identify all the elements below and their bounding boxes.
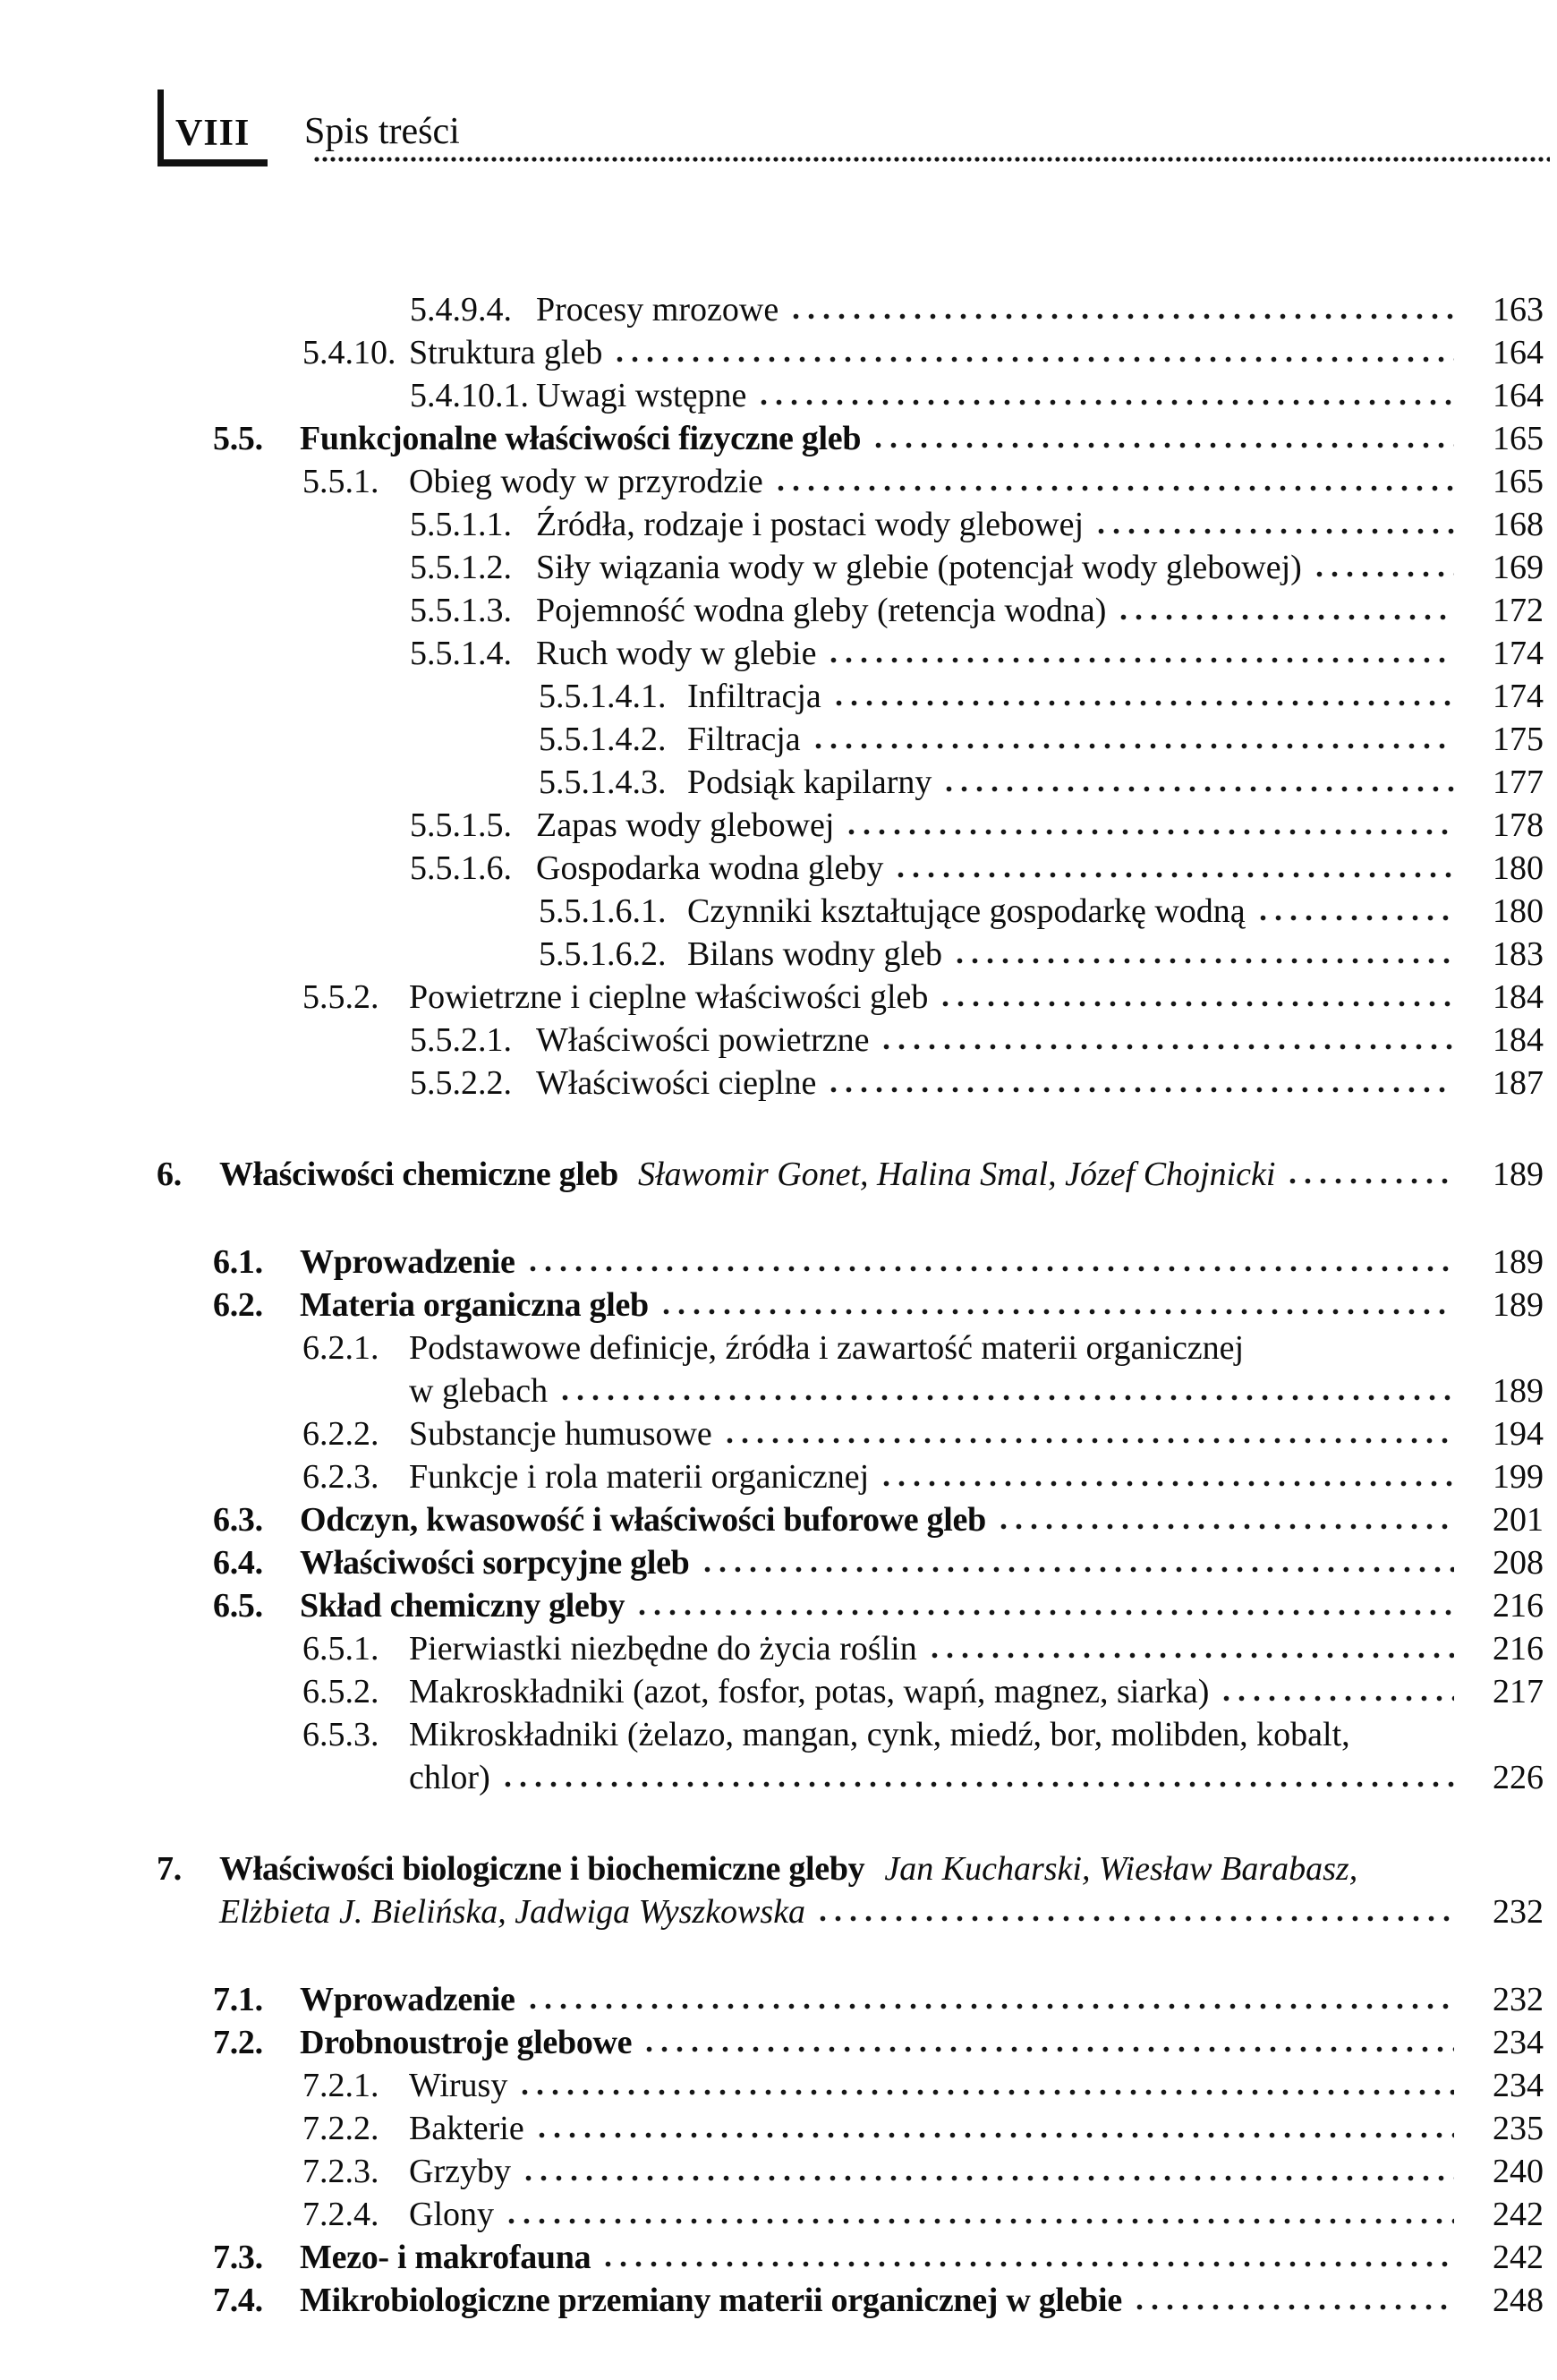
dot-leader (883, 1043, 1454, 1051)
entry-page: 174 (1493, 635, 1544, 672)
dot-leader (1000, 1523, 1454, 1531)
toc-entry (125, 1153, 1544, 1196)
page-title: Spis treści (304, 111, 460, 152)
entry-number: 7.2. (213, 2024, 263, 2061)
entry-title: Odczyn, kwasowość i właściwości buforowe gleb (300, 1501, 986, 1539)
entry-page: 187 (1493, 1064, 1544, 1102)
entry-title: Funkcje i rola materii organicznej (409, 1458, 870, 1496)
entry-page: 172 (1493, 592, 1544, 629)
entry-number: 7.4. (213, 2282, 263, 2319)
toc-entry (125, 2279, 1544, 2322)
entry-title: Drobnoustroje glebowe (300, 2024, 633, 2061)
entry-page: 164 (1493, 377, 1544, 414)
entry-number: 6.2.2. (302, 1415, 379, 1453)
toc-entry (125, 1412, 1544, 1455)
toc-entry (125, 2150, 1544, 2193)
entry-number: 7.2.3. (302, 2153, 379, 2190)
entry-page: 226 (1493, 1759, 1544, 1796)
entry-number: 6.1. (213, 1243, 263, 1281)
dot-leader (875, 441, 1454, 449)
entry-number: 7.2.4. (302, 2196, 379, 2233)
dot-leader (778, 484, 1454, 492)
entry-number: 6.5.2. (302, 1673, 379, 1710)
toc-entry (125, 1062, 1544, 1105)
dot-leader (957, 957, 1454, 965)
entry-title: Bilans wodny gleb (687, 935, 942, 973)
toc-entry (125, 1019, 1544, 1062)
toc-entry (125, 1584, 1544, 1627)
toc-entry (125, 460, 1544, 503)
entry-title: Właściwości sorpcyjne gleb (300, 1544, 690, 1582)
dot-leader (1260, 914, 1454, 922)
toc-entry (125, 2064, 1544, 2107)
entry-page: 242 (1493, 2196, 1544, 2233)
toc-entry (125, 890, 1544, 933)
toc-list (125, 288, 1544, 2322)
entry-title: Wirusy (409, 2067, 508, 2104)
entry-page: 180 (1493, 849, 1544, 887)
entry-page: 169 (1493, 549, 1544, 586)
entry-title: Grzyby (409, 2153, 511, 2190)
entry-number: 5.5.1.4.3. (539, 763, 667, 801)
dot-leader (539, 2131, 1454, 2139)
entry-title: Filtracja (687, 721, 801, 758)
page-number-label: VIII (175, 113, 251, 154)
entry-page: 189 (1493, 1286, 1544, 1324)
entry-title: Makroskładniki (azot, fosfor, potas, wapń, magnez, siarka) (409, 1673, 1210, 1710)
toc-entry-continuation (125, 1756, 1544, 1799)
entry-number: 5.5.2. (302, 978, 379, 1016)
toc-entry (125, 1670, 1544, 1713)
entry-number: 5.5.1. (302, 463, 379, 500)
entry-number: 5.5.1.6.1. (539, 892, 667, 930)
entry-authors: Jan Kucharski, Wiesław Barabasz, (884, 1850, 1358, 1888)
entry-page: 235 (1493, 2110, 1544, 2147)
dot-leader (1136, 2303, 1454, 2311)
entry-title: Gospodarka wodna gleby (536, 849, 884, 887)
entry-title: Bakterie (409, 2110, 524, 2147)
entry-page: 183 (1493, 935, 1544, 973)
entry-authors-continued: Elżbieta J. Bielińska, Jadwiga Wyszkowska (219, 1893, 806, 1931)
entry-number: 5.5.1.4.1. (539, 678, 667, 715)
dot-leader (605, 2260, 1454, 2268)
toc-entry (125, 1713, 1544, 1756)
toc-entry (125, 804, 1544, 847)
toc-entry (125, 1455, 1544, 1498)
entry-page: 175 (1493, 721, 1544, 758)
entry-page: 165 (1493, 463, 1544, 500)
entry-page: 180 (1493, 892, 1544, 930)
entry-page: 163 (1493, 291, 1544, 328)
entry-page: 208 (1493, 1544, 1544, 1582)
toc-entry (125, 847, 1544, 890)
dot-leader (505, 1780, 1454, 1788)
dot-leader (848, 828, 1454, 836)
entry-title: Siły wiązania wody w glebie (potencjał wody glebowej) (536, 549, 1302, 586)
entry-page: 216 (1493, 1587, 1544, 1625)
toc-entry-continuation (125, 1369, 1544, 1412)
dot-leader (1120, 613, 1454, 621)
entry-page: 216 (1493, 1630, 1544, 1668)
toc-entry (125, 2107, 1544, 2150)
toc-entry (125, 933, 1544, 976)
toc-entry (125, 2193, 1544, 2236)
dot-leader (883, 1480, 1454, 1488)
dot-leader (830, 1086, 1454, 1094)
entry-title: Zapas wody glebowej (536, 806, 835, 844)
toc-entry (125, 1326, 1544, 1369)
entry-page: 189 (1493, 1243, 1544, 1281)
toc-entry (125, 288, 1544, 331)
entry-number: 5.5. (213, 420, 263, 457)
dot-leader (562, 1394, 1454, 1402)
entry-number: 6.3. (213, 1501, 263, 1539)
entry-number: 6.4. (213, 1544, 263, 1582)
toc-entry (125, 632, 1544, 675)
entry-title: Pojemność wodna gleby (retencja wodna) (536, 592, 1107, 629)
dot-leader (530, 1265, 1454, 1273)
entry-title: Podstawowe definicje, źródła i zawartość materii organicznej (409, 1329, 1245, 1367)
entry-number: 5.5.1.4. (410, 635, 512, 672)
toc-entry (125, 1627, 1544, 1670)
entry-title: Wprowadzenie (300, 1243, 515, 1281)
entry-title: Właściwości biologiczne i biochemiczne gleby (219, 1850, 865, 1888)
dot-leader (508, 2217, 1454, 2225)
entry-title-continued: w glebach (409, 1372, 549, 1410)
toc-entry (125, 1241, 1544, 1284)
dot-leader (898, 871, 1454, 879)
entry-title: Struktura gleb (409, 334, 603, 371)
entry-title: Procesy mrozowe (536, 291, 779, 328)
entry-title: Powietrzne i cieplne właściwości gleb (409, 978, 929, 1016)
entry-page: 184 (1493, 1021, 1544, 1059)
entry-title: Ruch wody w glebie (536, 635, 817, 672)
dot-leader (530, 2002, 1454, 2010)
dot-leader (1223, 1694, 1454, 1702)
entry-page: 232 (1493, 1981, 1544, 2018)
dot-leader (815, 742, 1454, 750)
dot-leader (1289, 1177, 1454, 1185)
dot-leader (932, 1651, 1454, 1659)
entry-title: Mezo- i makrofauna (300, 2239, 591, 2276)
toc-entry (125, 374, 1544, 417)
dot-leader (522, 2088, 1454, 2096)
entry-page: 164 (1493, 334, 1544, 371)
toc-entry (125, 1284, 1544, 1326)
entry-page: 168 (1493, 506, 1544, 543)
entry-number: 5.4.10.1. (410, 377, 529, 414)
dot-leader (1316, 570, 1454, 578)
dot-leader (617, 355, 1454, 363)
entry-authors: Sławomir Gonet, Halina Smal, Józef Chojnicki (638, 1156, 1276, 1193)
entry-number: 7.3. (213, 2239, 263, 2276)
toc-entry (125, 675, 1544, 718)
entry-page: 199 (1493, 1458, 1544, 1496)
toc-entry (125, 1847, 1544, 1890)
entry-page: 240 (1493, 2153, 1544, 2190)
entry-number: 5.5.1.6.2. (539, 935, 667, 973)
entry-number: 5.5.1.6. (410, 849, 512, 887)
entry-page: 177 (1493, 763, 1544, 801)
header-dotted-rule (313, 154, 1550, 165)
entry-number: 6.5. (213, 1587, 263, 1625)
dot-leader (639, 1608, 1454, 1617)
entry-title: Infiltracja (687, 678, 821, 715)
entry-number: 6.5.1. (302, 1630, 379, 1668)
entry-number: 5.5.1.4.2. (539, 721, 667, 758)
entry-page: 217 (1493, 1673, 1544, 1710)
entry-title: Właściwości cieplne (536, 1064, 817, 1102)
entry-title: Materia organiczna gleb (300, 1286, 649, 1324)
entry-number: 5.5.1.1. (410, 506, 512, 543)
entry-number: 7. (157, 1850, 182, 1888)
entry-number: 5.5.1.3. (410, 592, 512, 629)
entry-title: Uwagi wstępne (536, 377, 747, 414)
entry-title: Źródła, rodzaje i postaci wody glebowej (536, 506, 1085, 543)
entry-number: 6.2.1. (302, 1329, 379, 1367)
entry-page: 234 (1493, 2067, 1544, 2104)
entry-page: 242 (1493, 2239, 1544, 2276)
entry-title: Właściwości chemiczne gleb (219, 1156, 618, 1193)
dot-leader (830, 656, 1454, 664)
toc-entry (125, 761, 1544, 804)
entry-number: 5.5.2.2. (410, 1064, 512, 1102)
entry-number: 7.2.2. (302, 2110, 379, 2147)
dot-leader (663, 1308, 1454, 1316)
entry-title: Obieg wody w przyrodzie (409, 463, 763, 500)
entry-page: 189 (1493, 1156, 1544, 1193)
dot-leader (820, 1915, 1454, 1923)
toc-entry (125, 1541, 1544, 1584)
entry-title: Mikrobiologiczne przemiany materii organicznej w glebie (300, 2282, 1122, 2319)
toc-entry (125, 589, 1544, 632)
entry-page: 248 (1493, 2282, 1544, 2319)
entry-page: 165 (1493, 420, 1544, 457)
toc-entry (125, 503, 1544, 546)
dot-leader (793, 312, 1454, 320)
dot-leader (646, 2045, 1454, 2053)
entry-number: 6.2. (213, 1286, 263, 1324)
entry-page: 194 (1493, 1415, 1544, 1453)
dot-leader (525, 2174, 1454, 2182)
entry-number: 5.4.9.4. (410, 291, 512, 328)
entry-title: Właściwości powietrzne (536, 1021, 870, 1059)
dot-leader (1098, 527, 1454, 535)
toc-entry (125, 331, 1544, 374)
entry-number: 6. (157, 1156, 182, 1193)
toc-entry (125, 718, 1544, 761)
entry-title: Skład chemiczny gleby (300, 1587, 625, 1625)
entry-title: Pierwiastki niezbędne do życia roślin (409, 1630, 917, 1668)
entry-page: 234 (1493, 2024, 1544, 2061)
entry-page: 189 (1493, 1372, 1544, 1410)
entry-number: 5.5.1.2. (410, 549, 512, 586)
entry-title-continued: chlor) (409, 1759, 490, 1796)
entry-number: 5.5.1.5. (410, 806, 512, 844)
toc-entry (125, 976, 1544, 1019)
entry-title: Funkcjonalne właściwości fizyczne gleb (300, 420, 862, 457)
toc-entry (125, 2236, 1544, 2279)
entry-page: 232 (1493, 1893, 1544, 1931)
entry-title: Podsiąk kapilarny (687, 763, 932, 801)
entry-page: 201 (1493, 1501, 1544, 1539)
entry-title: Mikroskładniki (żelazo, mangan, cynk, miedź, bor, molibden, kobalt, (409, 1716, 1350, 1753)
entry-number: 6.2.3. (302, 1458, 379, 1496)
dot-leader (836, 699, 1454, 707)
dot-leader (761, 398, 1454, 406)
toc-entry (125, 2021, 1544, 2064)
toc-entry (125, 546, 1544, 589)
entry-number: 5.5.2.1. (410, 1021, 512, 1059)
toc-entry (125, 1498, 1544, 1541)
entry-title: Czynniki kształtujące gospodarkę wodną (687, 892, 1246, 930)
entry-title: Glony (409, 2196, 494, 2233)
toc-entry (125, 417, 1544, 460)
entry-number: 6.5.3. (302, 1716, 379, 1753)
entry-page: 184 (1493, 978, 1544, 1016)
toc-entry-continuation (125, 1890, 1544, 1933)
entry-number: 7.1. (213, 1981, 263, 2018)
dot-leader (727, 1437, 1454, 1445)
entry-number: 5.4.10. (302, 334, 396, 371)
dot-leader (942, 1000, 1454, 1008)
dot-leader (946, 785, 1454, 793)
entry-title: Wprowadzenie (300, 1981, 515, 2018)
dot-leader (704, 1565, 1455, 1574)
entry-title: Substancje humusowe (409, 1415, 712, 1453)
entry-number: 7.2.1. (302, 2067, 379, 2104)
entry-page: 178 (1493, 806, 1544, 844)
toc-entry (125, 1978, 1544, 2021)
entry-page: 174 (1493, 678, 1544, 715)
